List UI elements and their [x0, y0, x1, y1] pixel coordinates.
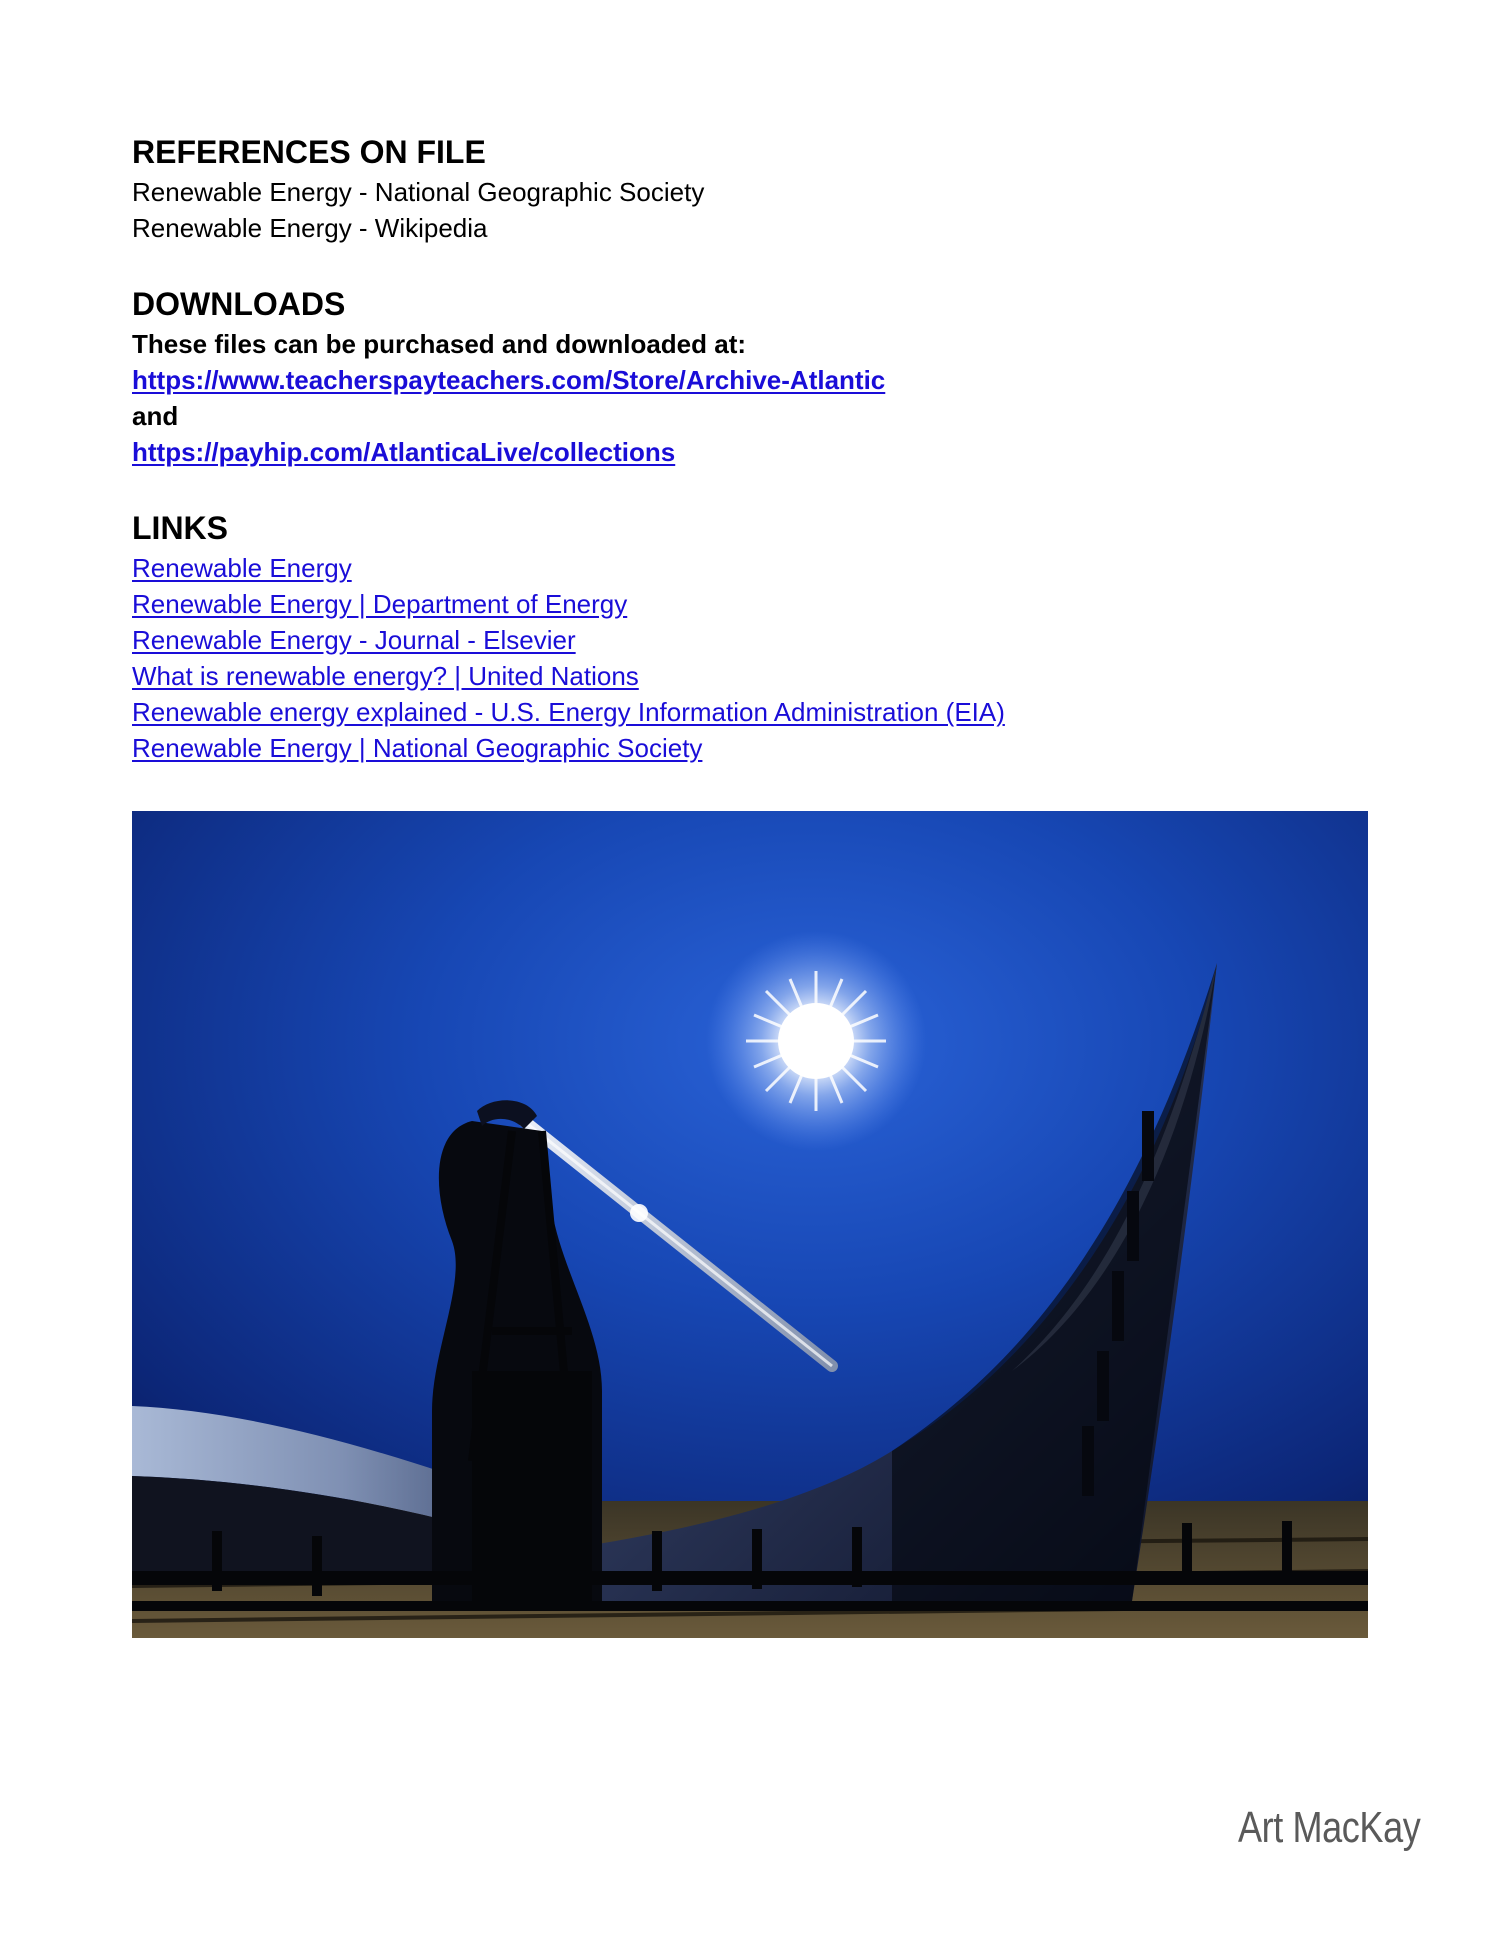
links-item-row	[132, 552, 352, 584]
downloads-link-tpt-row	[132, 364, 885, 396]
links-item-row	[132, 624, 576, 656]
downloads-link-payhip-row	[132, 436, 675, 468]
solar-trough-photo	[132, 811, 1368, 1638]
links-item-row	[132, 696, 1005, 728]
links-item-row	[132, 732, 702, 764]
link-renewable-energy[interactable]: Renewable Energy	[132, 553, 352, 583]
links-item-row	[132, 588, 627, 620]
link-eia[interactable]: Renewable energy explained - U.S. Energy Information Administration (EIA)	[132, 697, 1005, 727]
downloads-heading: DOWNLOADS	[132, 286, 346, 322]
downloads-conjunction: and	[132, 401, 179, 431]
link-national-geographic[interactable]: Renewable Energy | National Geographic Society	[132, 733, 703, 763]
downloads-link-payhip[interactable]: https://payhip.com/AtlanticaLive/collections	[132, 437, 676, 467]
downloads-link-tpt[interactable]: https://www.teacherspayteachers.com/Store/Archive-Atlantic	[132, 365, 886, 395]
downloads-intro: These files can be purchased and downloaded at:	[132, 329, 747, 359]
references-heading: REFERENCES ON FILE	[132, 134, 486, 170]
link-elsevier-journal[interactable]: Renewable Energy - Journal - Elsevier	[132, 625, 576, 655]
links-heading: LINKS	[132, 510, 228, 546]
signature: Art MacKay	[1238, 1803, 1421, 1852]
reference-item-national-geographic: Renewable Energy - National Geographic Society	[132, 177, 705, 207]
reference-item-wikipedia: Renewable Energy - Wikipedia	[132, 213, 488, 243]
link-department-of-energy[interactable]: Renewable Energy | Department of Energy	[132, 589, 628, 619]
solar-trough-illustration	[132, 811, 1368, 1638]
links-item-row	[132, 660, 639, 692]
link-united-nations[interactable]: What is renewable energy? | United Nations	[132, 661, 639, 691]
